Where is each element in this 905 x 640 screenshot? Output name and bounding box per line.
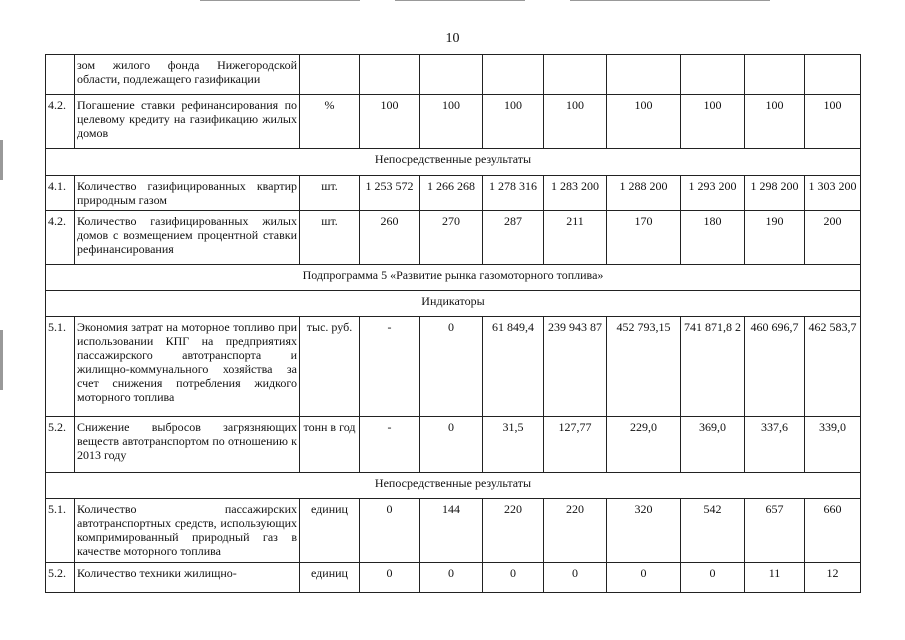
value-cell: 0 bbox=[607, 563, 681, 593]
value-cell: 260 bbox=[360, 211, 420, 265]
value-cell: 0 bbox=[420, 317, 483, 417]
table-row bbox=[46, 176, 861, 211]
row-number: 4.2. bbox=[46, 95, 75, 149]
value-cell: 127,77 bbox=[544, 417, 607, 473]
row-number: 4.2. bbox=[46, 211, 75, 265]
value-cell: 220 bbox=[544, 499, 607, 563]
value-cell: 1 303 200 bbox=[805, 176, 861, 211]
value-cell: 0 bbox=[360, 563, 420, 593]
table-row bbox=[46, 499, 861, 563]
value-cell: 200 bbox=[805, 211, 861, 265]
value-cell: 220 bbox=[483, 499, 544, 563]
value-cell: 660 bbox=[805, 499, 861, 563]
scan-margin-mark bbox=[0, 330, 3, 390]
value-cell: 180 bbox=[681, 211, 745, 265]
unit-cell: единиц bbox=[300, 499, 360, 563]
value-cell: 100 bbox=[420, 95, 483, 149]
indicator-name: Количество газифицированных квартир природным газом bbox=[75, 176, 300, 211]
value-cell: 369,0 bbox=[681, 417, 745, 473]
indicator-name: зом жилого фонда Нижегородской области, подлежащего газификации bbox=[75, 55, 300, 95]
value-cell: 542 bbox=[681, 499, 745, 563]
unit-cell bbox=[300, 55, 360, 95]
value-cell: 337,6 bbox=[745, 417, 805, 473]
scan-edge-line bbox=[570, 0, 770, 1]
value-cell: 100 bbox=[805, 95, 861, 149]
page-number: 10 bbox=[445, 31, 460, 46]
value-cell: 229,0 bbox=[607, 417, 681, 473]
value-cell: 61 849,4 bbox=[483, 317, 544, 417]
value-cell: 211 bbox=[544, 211, 607, 265]
table-row bbox=[46, 417, 861, 473]
unit-cell: тонн в год bbox=[300, 417, 360, 473]
value-cell: 462 583,7 bbox=[805, 317, 861, 417]
scan-edge-line bbox=[200, 0, 360, 1]
value-cell bbox=[544, 55, 607, 95]
value-cell bbox=[805, 55, 861, 95]
row-number: 5.1. bbox=[46, 317, 75, 417]
table-row bbox=[46, 55, 861, 95]
value-cell: 320 bbox=[607, 499, 681, 563]
value-cell: 460 696,7 bbox=[745, 317, 805, 417]
section-row bbox=[46, 265, 861, 291]
unit-cell: шт. bbox=[300, 176, 360, 211]
value-cell: 144 bbox=[420, 499, 483, 563]
value-cell: 31,5 bbox=[483, 417, 544, 473]
value-cell: 1 293 200 bbox=[681, 176, 745, 211]
row-number bbox=[46, 55, 75, 95]
section-row bbox=[46, 291, 861, 317]
scan-edge-line bbox=[395, 0, 525, 1]
indicator-name: Количество техники жилищно- bbox=[75, 563, 300, 593]
unit-cell: шт. bbox=[300, 211, 360, 265]
value-cell: 100 bbox=[360, 95, 420, 149]
value-cell bbox=[420, 55, 483, 95]
value-cell: - bbox=[360, 417, 420, 473]
value-cell: 100 bbox=[544, 95, 607, 149]
section-heading: Непосредственные результаты bbox=[46, 473, 861, 499]
value-cell bbox=[681, 55, 745, 95]
value-cell: 0 bbox=[483, 563, 544, 593]
value-cell bbox=[745, 55, 805, 95]
section-heading: Подпрограмма 5 «Развитие рынка газомоторного топлива» bbox=[46, 265, 861, 291]
unit-cell: тыс. руб. bbox=[300, 317, 360, 417]
value-cell: 1 288 200 bbox=[607, 176, 681, 211]
value-cell: 270 bbox=[420, 211, 483, 265]
value-cell bbox=[360, 55, 420, 95]
value-cell: 0 bbox=[420, 417, 483, 473]
unit-cell: единиц bbox=[300, 563, 360, 593]
value-cell: 100 bbox=[483, 95, 544, 149]
row-number: 4.1. bbox=[46, 176, 75, 211]
value-cell: 100 bbox=[681, 95, 745, 149]
section-heading: Индикаторы bbox=[46, 291, 861, 317]
row-number: 5.1. bbox=[46, 499, 75, 563]
value-cell: 339,0 bbox=[805, 417, 861, 473]
value-cell: 190 bbox=[745, 211, 805, 265]
value-cell bbox=[607, 55, 681, 95]
section-row bbox=[46, 149, 861, 176]
indicator-name: Количество газифицированных жилых домов с возмещением процентной ставки рефинансирования bbox=[75, 211, 300, 265]
unit-cell: % bbox=[300, 95, 360, 149]
value-cell: 741 871,8 2 bbox=[681, 317, 745, 417]
indicator-name: Количество пассажирских автотранспортных средств, использующих компримированный природный газ в качестве моторного топлива bbox=[75, 499, 300, 563]
table-row bbox=[46, 317, 861, 417]
table-row bbox=[46, 563, 861, 593]
value-cell: 11 bbox=[745, 563, 805, 593]
section-row bbox=[46, 473, 861, 499]
value-cell: - bbox=[360, 317, 420, 417]
value-cell: 1 253 572 bbox=[360, 176, 420, 211]
indicator-name: Снижение выбросов загрязняющих веществ автотранспортом по отношению к 2013 году bbox=[75, 417, 300, 473]
row-number: 5.2. bbox=[46, 563, 75, 593]
indicator-name: Экономия затрат на моторное топливо при использовании КПГ на предприятиях пассажирского автотранспорта и жилищно-коммунального хозяйства за счет снижения потребления жидкого моторного топлива bbox=[75, 317, 300, 417]
value-cell: 1 298 200 bbox=[745, 176, 805, 211]
value-cell: 1 283 200 bbox=[544, 176, 607, 211]
value-cell: 12 bbox=[805, 563, 861, 593]
section-heading: Непосредственные результаты bbox=[46, 149, 861, 176]
value-cell: 0 bbox=[420, 563, 483, 593]
value-cell: 657 bbox=[745, 499, 805, 563]
scan-margin-mark bbox=[0, 140, 3, 180]
value-cell: 239 943 87 bbox=[544, 317, 607, 417]
value-cell: 1 278 316 bbox=[483, 176, 544, 211]
value-cell: 0 bbox=[360, 499, 420, 563]
row-number: 5.2. bbox=[46, 417, 75, 473]
value-cell: 0 bbox=[544, 563, 607, 593]
value-cell: 452 793,15 bbox=[607, 317, 681, 417]
table-row bbox=[46, 211, 861, 265]
value-cell: 170 bbox=[607, 211, 681, 265]
value-cell bbox=[483, 55, 544, 95]
value-cell: 100 bbox=[745, 95, 805, 149]
value-cell: 100 bbox=[607, 95, 681, 149]
value-cell: 287 bbox=[483, 211, 544, 265]
table-row bbox=[46, 95, 861, 149]
value-cell: 1 266 268 bbox=[420, 176, 483, 211]
indicator-table bbox=[45, 54, 861, 593]
value-cell: 0 bbox=[681, 563, 745, 593]
indicator-name: Погашение ставки рефинансирования по целевому кредиту на газификацию жилых домов bbox=[75, 95, 300, 149]
